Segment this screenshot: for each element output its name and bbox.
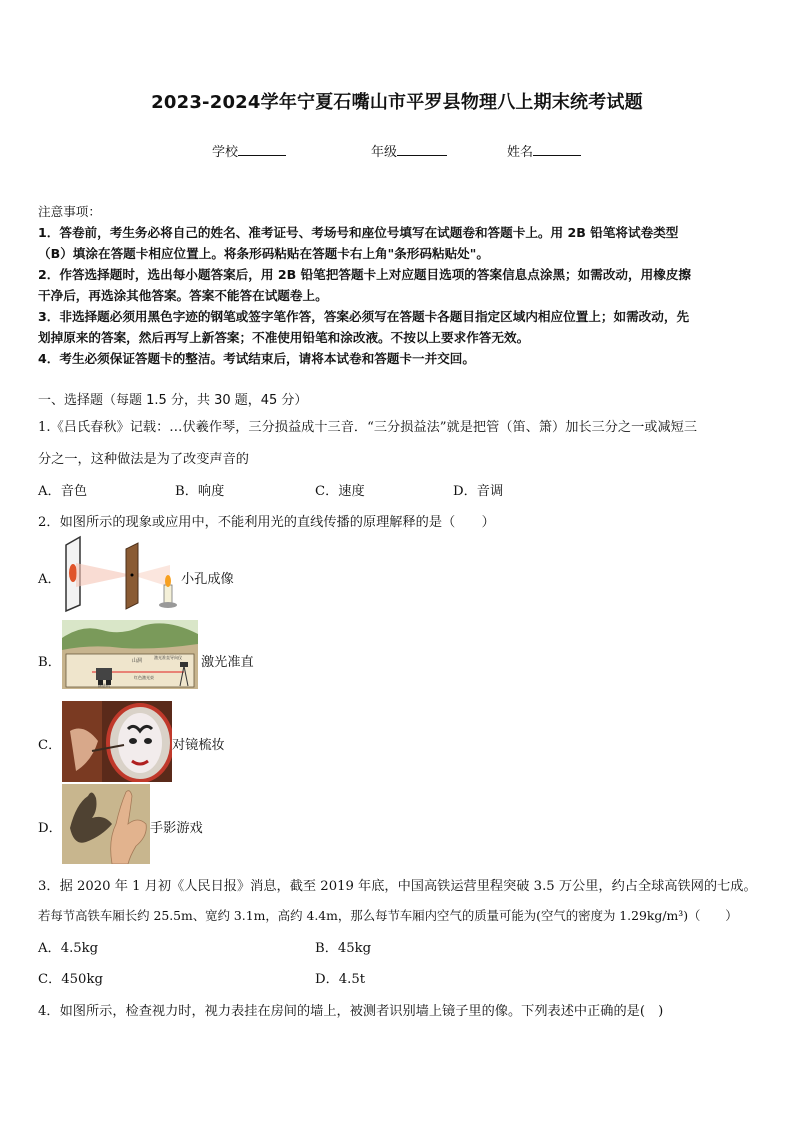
notice-line: 4．考生必须保证答题卡的整洁。考试结束后，请将本试卷和答题卡一并交回。 (38, 351, 475, 366)
laser-collimation-image (62, 620, 198, 689)
q2-option-d-letter: D． (38, 821, 62, 836)
name-label: 姓名 (507, 145, 534, 160)
q3-option-a: A．4.5kg (38, 941, 99, 956)
label-laser-guide: 激光准直导向仪 (154, 655, 182, 660)
q4-stem: 4．如图所示，检查视力时，视力表挂在房间的墙上，被测者识别墙上镜子里的像。下列表述中正确的是( ) (38, 1004, 664, 1019)
notice-line: 1．答卷前，考生务必将自己的姓名、准考证号、考场号和座位号填写在试题卷和答题卡上。用 2B 铅笔将试卷类型 (38, 225, 679, 240)
grade-label: 年级 (371, 145, 398, 160)
school-field (212, 141, 286, 160)
hand-shadow-image (62, 784, 150, 864)
notice-heading: 注意事项： (38, 204, 101, 219)
notice-block (38, 201, 691, 369)
label-red-laser: 红色激光束 (134, 675, 154, 680)
q3-stem-line2: 若每节高铁车厢长约 25.5m、宽约 3.1m，高约 4.4m，那么每节车厢内空气的质量可能为(空气的密度为 1.29kg/m³)（ ） (38, 908, 738, 923)
pinhole-camera-image (62, 535, 182, 613)
notice-line: 2．作答选择题时，选出每小题答案后，用 2B 铅笔把答题卡上对应题目选项的答案信息点涂黑；如需改动，用橡皮擦 (38, 267, 691, 282)
grade-blank (397, 143, 447, 156)
q2-option-c-letter: C． (38, 738, 62, 753)
q1-option-c: C．速度 (315, 484, 365, 499)
q3-stem-line1: 3．据 2020 年 1 月初《人民日报》消息，截至 2019 年底，中国高铁运营里程突破 3.5 万公里，约占全球高铁网的七成。 (38, 879, 757, 894)
q1-option-d: D．音调 (453, 484, 504, 499)
name-blank (533, 143, 581, 156)
school-label: 学校 (212, 145, 239, 160)
notice-line: 划掉原来的答案，然后再写上新答案；不准使用铅笔和涂改液。不按以上要求作答无效。 (38, 330, 530, 345)
notice-line: 干净后，再选涂其他答案。答案不能答在试题卷上。 (38, 288, 328, 303)
page-title: 2023-2024学年宁夏石嘴山市平罗县物理八上期末统考试题 (151, 92, 643, 113)
mirror-makeup-image (62, 701, 172, 782)
label-boring-machine: 掘进机 (98, 683, 110, 688)
q1-option-b: B．响度 (175, 484, 225, 499)
q1-stem-line2: 分之一，这种做法是为了改变声音的 (38, 452, 249, 467)
notice-line: 3．非选择题必须用黑色字迹的钢笔或签字笔作答，答案必须写在答题卡各题目指定区域内相应位置上；如需改动，先 (38, 309, 690, 324)
notice-line: （B）填涂在答题卡相应位置上。将条形码粘贴在答题卡右上角"条形码粘贴处"。 (38, 246, 489, 261)
q2-option-d-caption: 手影游戏 (150, 821, 203, 836)
q2-option-a-caption: 小孔成像 (181, 572, 234, 587)
q2-option-a-letter: A． (38, 572, 61, 587)
q3-option-b: B．45kg (315, 941, 372, 956)
q2-option-b-caption: 激光准直 (201, 655, 254, 670)
q2-stem: 2．如图所示的现象或应用中，不能利用光的直线传播的原理解释的是（ ） (38, 515, 495, 530)
q2-option-b-letter: B． (38, 655, 61, 670)
school-blank (238, 143, 286, 156)
q2-option-c-caption: 对镜梳妆 (172, 738, 225, 753)
grade-field (371, 141, 447, 160)
q3-option-d: D．4.5t (315, 972, 366, 987)
name-field (507, 141, 581, 160)
section-heading: 一、选择题（每题 1.5 分，共 30 题，45 分） (38, 393, 308, 408)
q1-stem-line1: 1.《吕氏春秋》记载：…伏羲作琴，三分损益成十三音．“三分损益法”就是把管（笛、箫）加长三分之一或减短三 (38, 420, 698, 435)
label-tunnel: 山洞 (132, 658, 143, 664)
q1-option-a: A．音色 (38, 484, 88, 499)
q3-option-c: C．450kg (38, 972, 103, 987)
